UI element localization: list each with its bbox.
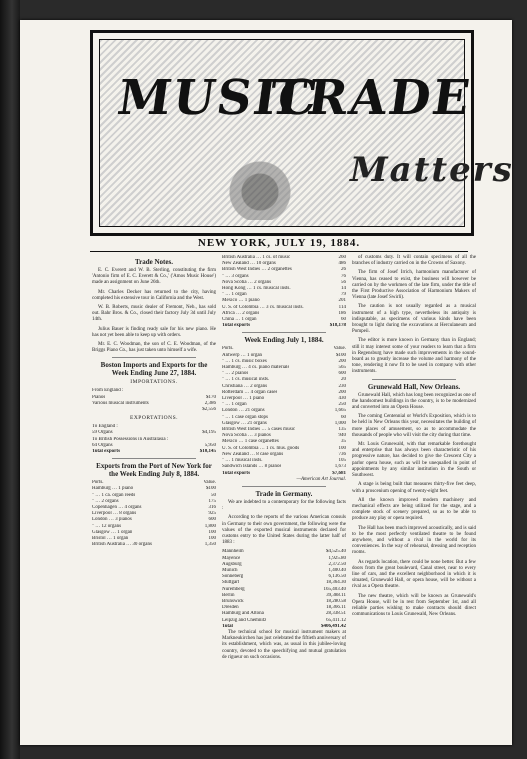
book-binding	[0, 0, 20, 759]
table-cell-item: Berlin	[222, 592, 235, 598]
table-cell-value: 186	[338, 310, 346, 316]
table-header-row: Ports. Value.	[222, 346, 346, 352]
table-cell-value: 79	[341, 292, 346, 298]
table-cell-value: 100	[208, 536, 216, 542]
column-3	[352, 255, 476, 621]
table-cell-item: Hamburg and Altona	[222, 611, 264, 617]
table-cell-item: " … 12 organs	[92, 523, 122, 529]
table-cell-item: " … 2 organs	[92, 498, 119, 504]
article-paragraph: of customs duty. It will contain specimens of all the branches of industry carried on in the Crowns of Saxony.	[352, 255, 476, 267]
table-cell-item: Hamburg … 4 cs. piano materials	[222, 365, 290, 371]
dateline-rule-top	[90, 233, 468, 234]
table-cell-value: 175	[208, 498, 216, 504]
article-paragraph: Mr. Louis Grunewald, with that remarkable forethought and enterprise that has always been characteristic of his progressive nature, has decided to give the Crescent City a parlor opera house, such as will be unequalled in point of appointments by any similar institution in the South or Southwest.	[352, 442, 476, 479]
section-divider	[112, 357, 196, 358]
table-cell-value: 6,136.50	[328, 574, 346, 580]
masthead-ornament-icon	[200, 150, 320, 220]
table-cell-item: Munich	[222, 567, 238, 573]
table-cell-item: Sonneberg	[222, 574, 244, 580]
table-cell-value: 430	[338, 396, 346, 402]
trade-notes-heading: Trade Notes.	[135, 258, 173, 266]
table-cell-item: British West Indies … 5 cases music	[222, 427, 296, 433]
table-cell-value: 114	[338, 304, 346, 310]
source-credit: —American Art Journal.	[296, 476, 346, 482]
table-cell-item: Pianos	[92, 394, 106, 400]
masthead-background	[99, 39, 514, 227]
masthead-word-music: MUSIC	[114, 70, 323, 126]
table-cell-item: Sandwich Islands … 8 pianos	[222, 464, 282, 470]
table-cell-item: " … 1 musical insts.	[222, 458, 263, 464]
table-cell-value: 100	[208, 529, 216, 535]
table-cell-value: 201	[338, 298, 346, 304]
table-cell-value: 925	[208, 511, 216, 517]
table-cell-value: $2,556	[202, 407, 216, 413]
table-cell-value: 486	[338, 261, 346, 267]
table-cell-value: 1,350	[204, 542, 216, 548]
table-cell-item: Christiana … 2 organs	[222, 383, 268, 389]
table-cell-value: 2,386	[204, 400, 216, 406]
table-cell-item: " … 1 case organ stops	[222, 414, 268, 420]
ny-exports-heading: Exports from the Port of New York for the Week Ending July 8, 1884.	[96, 462, 212, 479]
table-cell-item: Hamburg … 1 piano	[92, 486, 134, 492]
table-cell-value: 1,000	[334, 420, 346, 426]
table-cell-value: 250	[338, 402, 346, 408]
table-cell-value: 60	[341, 317, 346, 323]
article-paragraph: Mr. Charles Decker has returned to the city, having completed his extensive tour in California and the West.	[92, 289, 216, 301]
table-cell-item: Leipzig and Chemnitz	[222, 617, 267, 623]
ny-exports-table	[92, 486, 216, 548]
article-paragraph: Mr. E. C. Woodman, the son of C. E. Woodman, of the Briggs Piano Co., has just taken unto himself a wife.	[92, 342, 216, 354]
table-cell-value: 940	[338, 433, 346, 439]
table-row	[92, 542, 216, 548]
table-cell-item: Glasgow … 1 organ	[92, 529, 133, 535]
table-cell-value: 1,400.40	[328, 567, 346, 573]
table-cell-item: Mexico … 1 case organettes	[222, 439, 279, 445]
table-cell-value: 50	[211, 492, 216, 498]
table-cell-item: Copenhagen … 4 organs	[92, 505, 142, 511]
article-paragraph: The caution is not usually regarded as a musical instrument of a high type, nevertheless its antiquity is indisputable, as specimens of various kinds have been brought to light during the excavations at Herculaneum and Pompeii.	[352, 304, 476, 335]
table-cell-item: London … 3 pianos	[92, 517, 132, 523]
table-cell-item: Nova Scotia … 3 pianos	[222, 433, 271, 439]
table-cell-item: Bristol … 1 organ	[92, 536, 129, 542]
trade-germany-heading: Trade in Germany.	[255, 489, 313, 498]
grunewald-heading: Grunewald Hall, New Orleans.	[367, 382, 461, 391]
table-cell-item: " … 1 cs. musical insts.	[222, 377, 270, 383]
masthead-banner	[90, 30, 514, 236]
table-cell-item: Mannheim	[222, 549, 244, 555]
table-cell-item: " … 1 organ	[222, 292, 247, 298]
table-cell-value: 600	[338, 371, 346, 377]
masthead-word-matters: Matters	[350, 150, 514, 190]
imports-subheading: IMPORTATIONS.	[130, 379, 178, 386]
table-cell-item: China … 1 organ	[222, 317, 257, 323]
table-cell-item: " … 3 organs	[222, 273, 249, 279]
table-cell-item: To British Possessions in Australasia :	[92, 436, 169, 442]
dateline-rule-bottom	[90, 251, 468, 252]
table-cell-value: 105	[338, 458, 346, 464]
table-cell-value: 14	[341, 286, 346, 292]
table-cell-value: 100	[338, 445, 346, 451]
table-cell-value: 18,364.30	[326, 580, 346, 586]
table-cell-item: British West Indies … 2 organettes	[222, 267, 292, 273]
table-cell-item: To England :	[92, 424, 118, 430]
table-cell-value: 1,673	[334, 464, 346, 470]
table-cell-value: 20	[341, 377, 346, 383]
table-cell-item: Africa … 2 organs	[222, 310, 260, 316]
article-paragraph: All the known improved modern machinery and mechanical effects are being utilized for the stage, and a complete stock of scenery prepared, so as to be able to produce any play or opera required.	[352, 497, 476, 522]
table-cell-value: 565	[338, 365, 346, 371]
table-cell-value: 28,338.51	[326, 611, 346, 617]
table-cell-item: U. S. of Colombia … 3 cs. musical insts.	[222, 304, 304, 310]
table-cell-value: 5,950	[204, 442, 216, 448]
table-cell-value: 230	[338, 383, 346, 389]
table-cell-item: Nova Scotia … 2 organs	[222, 279, 272, 285]
table-cell-item: Various musical instruments	[92, 400, 149, 406]
table-cell-item: Mayence	[222, 555, 241, 561]
table-cell-item: Stuttgart	[222, 580, 240, 586]
table-cell-value: 76	[341, 273, 346, 279]
column-2	[222, 255, 346, 664]
table-cell-item: " … 2 pianos	[222, 371, 249, 377]
article-paragraph: W. B. Roberts, music dealer of Fremont, Neb., has sold out. Bahr Bros. & Co., closed their factory July 3d until July 14th.	[92, 305, 216, 323]
table-cell-value: 1,925.80	[328, 555, 346, 561]
table-cell-value: 316	[208, 505, 216, 511]
column-1	[92, 255, 216, 549]
table-cell-item: Rotterdam … 4 organ cases	[222, 389, 278, 395]
table-cell-value: 35	[341, 439, 346, 445]
article-paragraph: Julius Bauer is finding ready sale for his new piano. He has not yet been able to keep up with orders.	[92, 326, 216, 338]
table-cell-item: " … 1 organ	[222, 402, 247, 408]
exports-continued-table	[222, 255, 346, 323]
table-total-row: Total $406,491.42	[222, 623, 346, 629]
table-cell-value: 39,388.11	[326, 592, 346, 598]
article-paragraph: As regards location, there could be none better. But a few doors from the great boulevard, Canal street, near to every line of cars, and the excellent neighborhood in which it is situated, Grunewald Hall, or opera house, will be without a rival as a Opera theatre.	[352, 559, 476, 590]
dateline: NEW YORK, JULY 19, 1884.	[197, 237, 361, 249]
table-cell-item: London … 21 organs	[222, 408, 265, 414]
table-row	[92, 407, 216, 413]
table-cell-value: 200	[338, 358, 346, 364]
table-cell-item: Augsburg	[222, 561, 242, 567]
table-cell-value: 260	[338, 255, 346, 260]
article-paragraph: The Hall has been much improved acoustically, and is said to be the most perfectly ventilated theatre to be found anywhere, and without a rival in the world for its conveniences. In the way of rehearsal, dressing and reception rooms.	[352, 525, 476, 556]
table-cell-value: 56	[341, 279, 346, 285]
exports-subheading: EXPORTATIONS.	[129, 415, 179, 422]
table-header-row: Ports. Value.	[92, 480, 216, 486]
table-cell-item: Glasgow … 21 organs	[222, 420, 267, 426]
table-cell-item: 59 Organs	[92, 430, 113, 436]
table-cell-value: $4,195	[202, 430, 216, 436]
article-paragraph: The new theatre, which will be known as Grunewald's Opera House, will be in rest from September 1st, and all reliable parties wishing to make contracts should direct communications to Louis Grunewald, New Orleans.	[352, 593, 476, 618]
article-paragraph: The firm of Josef Irrich, harmonium manufacturer of Vienna, has ceased to exist, the business will however be carried on by the workmen of the late firm, under the title of the First Productive Association of Harmonium Makers of Vienna (late Josef Swirli).	[352, 270, 476, 301]
table-cell-value: $170	[206, 394, 216, 400]
article-paragraph: According to the reports of the various American consuls in Germany to their own government, the following were the values of the exported musical instruments declared for customs entry to the United States during the latter half of 1883 :	[222, 515, 346, 546]
imports-table	[92, 388, 216, 413]
table-cell-value: $4,525.40	[326, 549, 346, 555]
table-cell-value: 65,411.12	[326, 617, 346, 623]
article-paragraph: The coming Centennial or World's Exposition, which is to be held in New Orleans this year, necessitates the building of more places of amusement, so as to accommodate the thousands of people who will visit the city during that time.	[352, 414, 476, 438]
table-cell-value: 200	[338, 389, 346, 395]
table-cell-value: 18,366.11	[326, 605, 346, 611]
article-paragraph: E. C. Everett and W. B. Sterling, constituting the firm 'Antonio firm of E. C. Everett & Co.,' ('Amos Music House') made an assignment on June 26th.	[92, 268, 216, 286]
table-total-row: Total exports $10,145	[92, 449, 216, 455]
table-cell-value: 736	[338, 451, 346, 457]
table-cell-value: 26	[341, 267, 346, 273]
table-cell-item: " … 1 cs. music boxes	[222, 358, 267, 364]
table-total-row: Total exports $18,178	[222, 323, 346, 329]
table-cell-item: From England :	[92, 388, 124, 394]
boston-heading: Boston Imports and Exports for the Week Ending June 27, 1884.	[100, 361, 208, 378]
week-heading: Week Ending July 1, 1884.	[244, 336, 324, 345]
table-cell-item: Mexico … 1 piano	[222, 298, 260, 304]
table-cell-value: 135	[338, 427, 346, 433]
table-cell-value: 18,280.58	[326, 598, 346, 604]
table-cell-item: British Australia … 1 cs. of music	[222, 255, 291, 260]
table-cell-value: 1,665	[334, 408, 346, 414]
table-cell-item: Antwerp … 1 organ	[222, 352, 263, 358]
article-paragraph: The technical school for musical instrument makers at Markneukirchen has just celebrated the fiftieth anniversary of its establishment, which was, as usual in this jubilee-loving country, devoted to the speechifying and mutual gratulation de rigueur on such occasions.	[222, 629, 346, 660]
table-cell-item: Hong Kong … 1 cs. musical insts.	[222, 286, 291, 292]
table-cell-item: " … 1 ca. organ reeds	[92, 492, 136, 498]
section-divider	[242, 486, 326, 487]
table-cell-value: 2,372.50	[328, 561, 346, 567]
table-cell-item: U. S. of Colombia … 1 cs. mus. goods	[222, 445, 300, 451]
table-cell-item: Liverpool … 1 piano	[222, 396, 265, 402]
article-paragraph: A stage is being built that measures thirty-five feet deep, with a proscenium opening of twenty-eight feet.	[352, 482, 476, 494]
table-cell-value: 60	[341, 414, 346, 420]
table-cell-item: Liverpool … 8 organs	[92, 511, 137, 517]
table-cell-item: British Australia … 30 organs	[92, 542, 152, 548]
article-paragraph: Grunewald Hall, which has long been recognized as one of the handsomest buildings in the country, is to be modernized and converted into an Opera House.	[352, 392, 477, 411]
table-cell-item: New Zealand … 10 organs	[222, 261, 276, 267]
table-cell-value: 600	[208, 517, 216, 523]
week-exports-table	[222, 353, 346, 471]
exports-table	[92, 424, 216, 449]
masthead-word-trade: TRADE	[266, 70, 475, 126]
table-cell-item: Dresden	[222, 605, 239, 611]
table-cell-item: Brunswick	[222, 598, 244, 604]
section-divider	[372, 379, 456, 380]
section-divider	[242, 332, 326, 333]
table-cell-item: 64 Organs	[92, 442, 113, 448]
article-paragraph: The editor is more known in Germany than in England; still it may interest some of your readers to learn that a firm in Regensburg have made such improvements in the sound-board as to greatly increase the volume and harmony of the tone, rendering it now fit to be used in company with other instruments.	[352, 338, 476, 375]
table-cell-value: $100	[336, 352, 346, 358]
section-divider	[112, 458, 196, 459]
table-cell-value: $100	[206, 486, 216, 492]
table-total-row: Total exports $7,681	[222, 470, 346, 476]
table-cell-value: 1,800	[204, 523, 216, 529]
table-cell-value: 165,403.40	[323, 586, 346, 592]
table-cell-item: Nuremberg	[222, 586, 245, 592]
article-paragraph: We are indebted to a contemporary for the following facts :	[222, 499, 346, 512]
table-cell-item: New Zealand … 8 case organs	[222, 451, 284, 457]
germany-table	[222, 549, 346, 623]
